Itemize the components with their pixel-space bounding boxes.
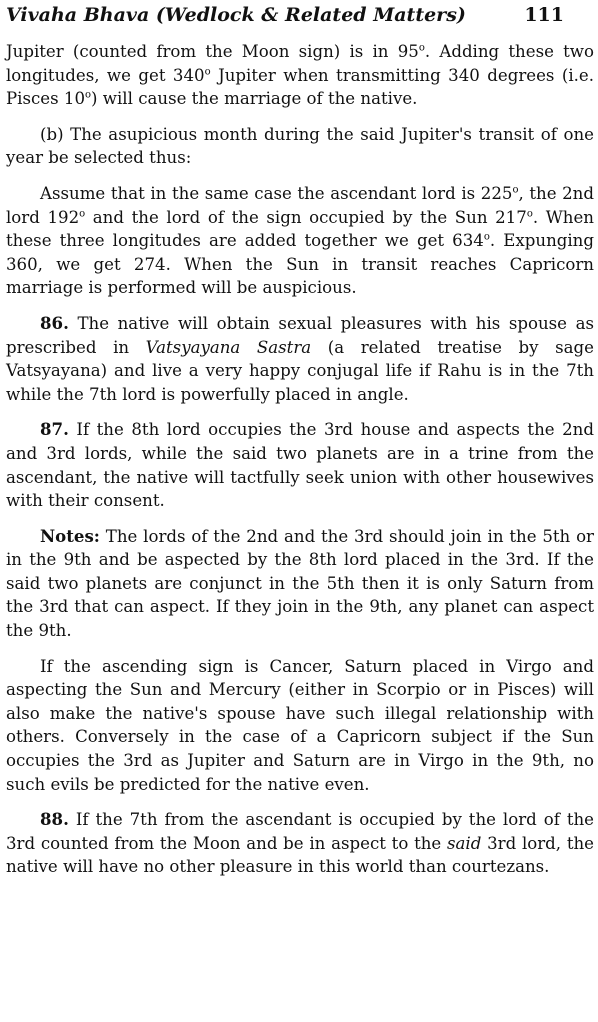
text-run: ) will cause the marriage of the native.: [91, 89, 418, 109]
verse-88: [6, 808, 594, 879]
notes-label: Notes:: [40, 525, 100, 546]
text-run: Jupiter (counted from the Moon sign) is in 95: [6, 42, 419, 61]
degree-sign: o: [526, 208, 533, 220]
body-text: [6, 40, 594, 879]
verse-number: 87.: [40, 419, 69, 440]
text-run: Jupiter when transmitting 340 degrees (i.e. Pisces 10: [6, 65, 594, 109]
chapter-title: Vivaha Bhava (Wedlock & Related Matters): [6, 4, 466, 26]
text-run: , the 2nd lord 192: [6, 183, 594, 227]
text-run: 3rd lord, the native will have no other pleasure in this world than courtezans.: [6, 833, 594, 877]
italic-title: Vatsyayana Sastra: [145, 337, 312, 357]
text-run: . Adding these two longitudes, we get 340: [6, 42, 594, 85]
paragraph-auspicious-month: (b) The asupicious month during the said Jupiter's transit of one year be selected thus:: [6, 124, 594, 168]
text-run: If the 8th lord occupies the 3rd house and aspects the 2nd and 3rd lords, while the said two planets are in a trine from the ascendant, the native will tactfully seek union with other housewives with their consent.: [6, 420, 594, 511]
text-run: (a related treatise by sage Vatsyayana) and live a very happy conjugal life if Rahu is in the 7th while the 7th lord is powerfully placed in angle.: [6, 337, 594, 404]
verse-number: 86.: [40, 312, 69, 333]
degree-sign: o: [512, 184, 519, 196]
paragraph-sun-transit: [6, 182, 594, 300]
verse-86: [6, 312, 594, 406]
text-run: The lords of the 2nd and the 3rd should join in the 5th or in the 9th and be aspected by the 8th lord placed in the 3rd. If the said two planets are conjunct in the 5th then it is only Saturn from the 3rd that can aspect. If they join in the 9th, any planet can aspect the 9th.: [6, 526, 594, 641]
verse-87: [6, 418, 594, 512]
page-number: 111: [524, 4, 564, 26]
text-run: . When these three longitudes are added together we get 634: [6, 207, 594, 251]
degree-sign: o: [483, 231, 490, 243]
text-run: Assume that in the same case the ascendant lord is 225: [40, 183, 513, 203]
text-run: If the 7th from the ascendant is occupied by the lord of the 3rd counted from the Moon and be in aspect to the: [6, 810, 594, 853]
verse-number: 88.: [40, 809, 69, 830]
degree-sign: o: [204, 66, 211, 78]
running-head: [6, 0, 594, 30]
notes-paragraph: [6, 525, 594, 643]
text-run: . Expunging 360, we get 274. When the Sun in transit reaches Capricorn marriage is performed will be auspicious.: [6, 231, 594, 298]
text-run: The native will obtain sexual pleasures with his spouse as prescribed in: [6, 313, 594, 357]
italic-word: said: [447, 833, 482, 853]
text-run: and the lord of the sign occupied by the Sun 217: [85, 207, 527, 227]
degree-sign: o: [85, 89, 92, 101]
paragraph-jupiter-longitude: [6, 40, 594, 111]
degree-sign: o: [79, 208, 86, 220]
degree-sign: o: [418, 42, 425, 54]
paragraph-cancer-ascendant: If the ascending sign is Cancer, Saturn placed in Virgo and aspecting the Sun and Mercury (either in Scorpio or in Pisces) will also make the native's spouse have such illegal relationship with others. Conversely in the case of a Capricorn subject if the Sun occupies the 3rd as Jupiter and Saturn are in Virgo in the 9th, no such evils be predicted for the native even.: [6, 656, 594, 794]
